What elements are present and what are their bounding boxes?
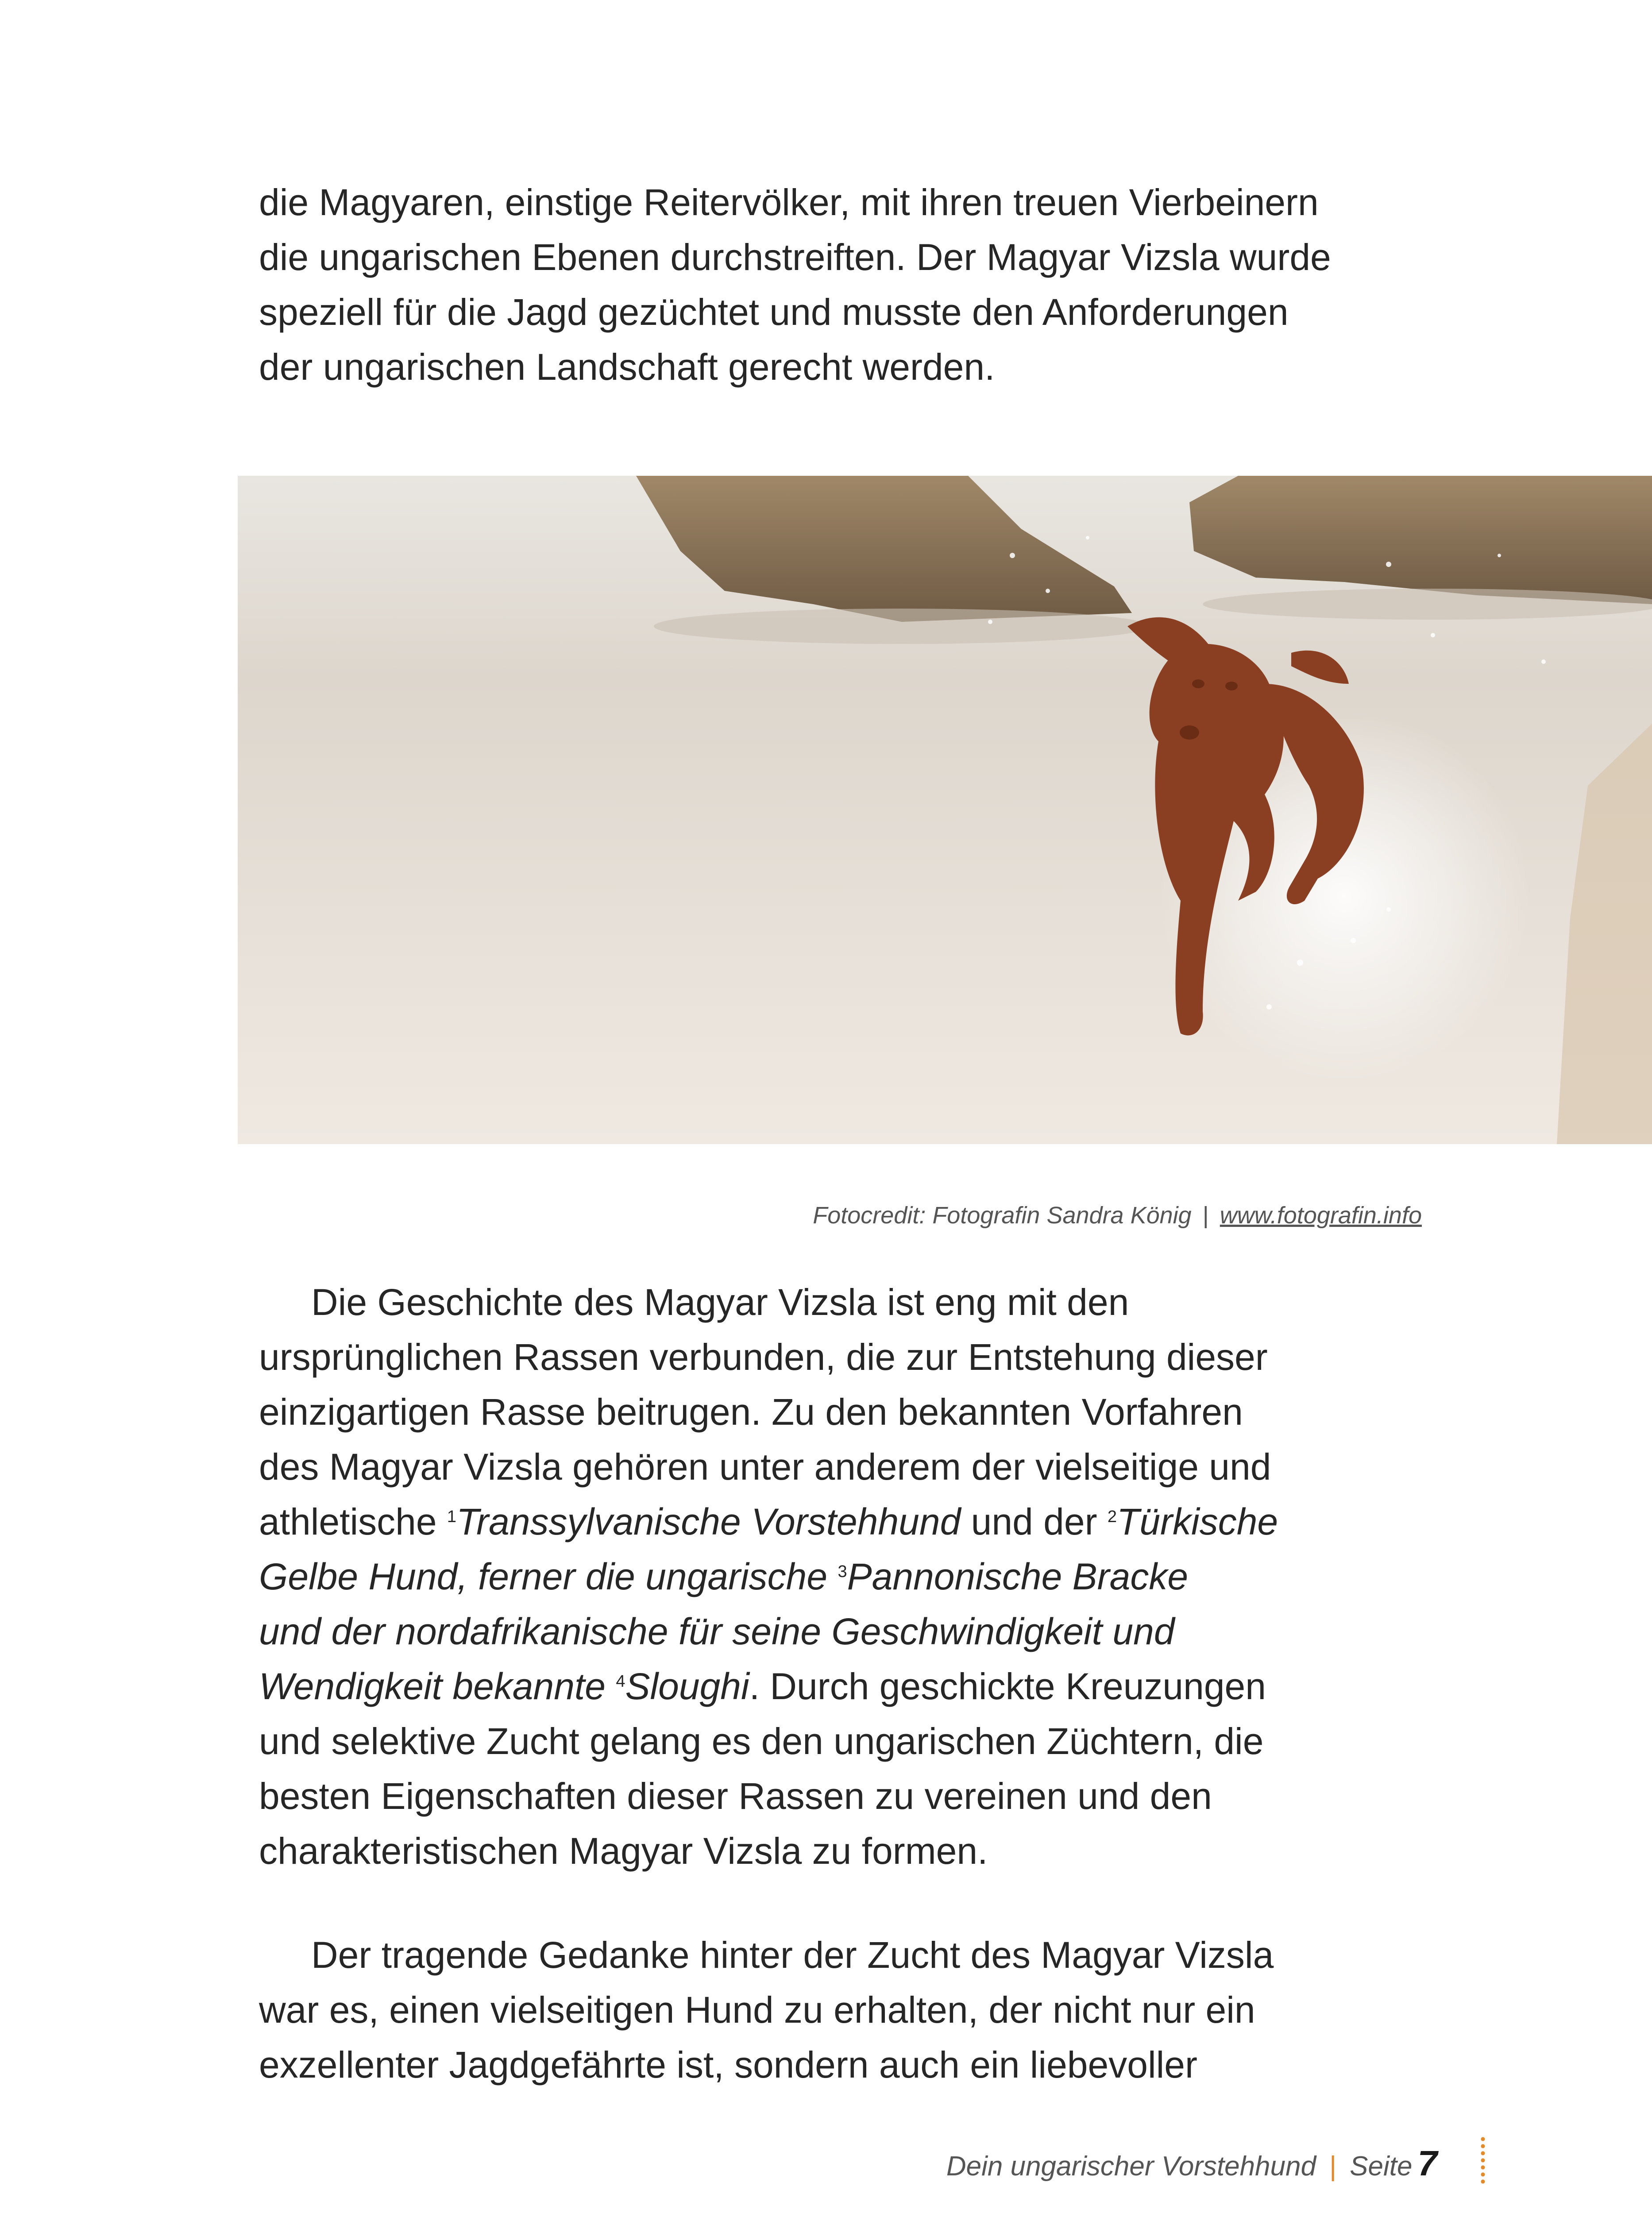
footnote-marker: 1 [447, 1507, 457, 1526]
footer-dotted-rule [1481, 2136, 1485, 2184]
text-run: Wendigkeit bekannte [259, 1666, 616, 1707]
paragraph-line: besten Eigenschaften dieser Rassen zu vereinen und den [259, 1775, 1212, 1817]
breed-name: Türkische [1117, 1501, 1278, 1542]
intro-line: die ungarischen Ebenen durchstreiften. Der Magyar Vizsla wurde [259, 236, 1331, 278]
page-label: Seite [1350, 2151, 1413, 2182]
paragraph-line: ursprünglichen Rassen verbunden, die zur Entstehung dieser [259, 1336, 1268, 1378]
dog-in-water-image [238, 476, 1652, 1144]
footnote-marker: 2 [1107, 1507, 1117, 1526]
vizsla-running-photo [238, 476, 1652, 1144]
intro-paragraph [259, 175, 1428, 394]
footnote-marker: 4 [616, 1672, 625, 1691]
paragraph-line [259, 1659, 1428, 1714]
paragraph-line: und selektive Zucht gelang es den ungarischen Züchtern, die [259, 1720, 1264, 1762]
text-run: und der [961, 1501, 1108, 1542]
breed-name: Pannonische Bracke [847, 1556, 1189, 1597]
history-paragraph [259, 1275, 1428, 1878]
paragraph-line: Der tragende Gedanke hinter der Zucht des Magyar Vizsla [311, 1934, 1274, 1976]
text-run: athletische [259, 1501, 447, 1542]
book-title: Dein ungarischer Vorstehhund [946, 2151, 1316, 2182]
intro-line: der ungarischen Landschaft gerecht werden. [259, 346, 995, 388]
page-footer [946, 2143, 1437, 2184]
paragraph-line: war es, einen vielseitigen Hund zu erhalten, der nicht nur ein [259, 1989, 1255, 2031]
footer-separator: | [1329, 2151, 1337, 2182]
paragraph-line: und der nordafrikanische für seine Geschwindigkeit und [259, 1611, 1175, 1652]
paragraph-line: charakteristischen Magyar Vizsla zu formen. [259, 1830, 988, 1872]
photo-credit-separator: | [1202, 1202, 1209, 1229]
paragraph-line [259, 1549, 1428, 1604]
footnote-marker: 3 [838, 1562, 847, 1581]
breed-name: Transsylvanische Vorstehhund [456, 1501, 961, 1542]
paragraph-line: Die Geschichte des Magyar Vizsla ist eng mit den [311, 1281, 1129, 1323]
text-run: . Durch geschickte Kreuzungen [749, 1666, 1266, 1707]
photographer-website-link[interactable]: www.fotografin.info [1220, 1202, 1422, 1229]
paragraph-line: exzellenter Jagdgefährte ist, sondern auch ein liebevoller [259, 2044, 1197, 2086]
paragraph-line: des Magyar Vizsla gehören unter anderem der vielseitige und [259, 1446, 1271, 1488]
page-number: 7 [1417, 2144, 1437, 2183]
intro-line: die Magyaren, einstige Reitervölker, mit ihren treuen Vierbeinern [259, 181, 1319, 223]
breed-name: Gelbe Hund, ferner die ungarische [259, 1556, 838, 1597]
intro-line: speziell für die Jagd gezüchtet und musste den Anforderungen [259, 291, 1289, 333]
paragraph-line: einzigartigen Rasse beitrugen. Zu den bekannten Vorfahren [259, 1391, 1243, 1433]
paragraph-line [259, 1494, 1428, 1549]
photo-credit [813, 1202, 1422, 1229]
breeding-paragraph [259, 1928, 1428, 2092]
photo-credit-text: Fotocredit: Fotografin Sandra König [813, 1202, 1192, 1229]
breed-name: Sloughi [625, 1666, 749, 1707]
